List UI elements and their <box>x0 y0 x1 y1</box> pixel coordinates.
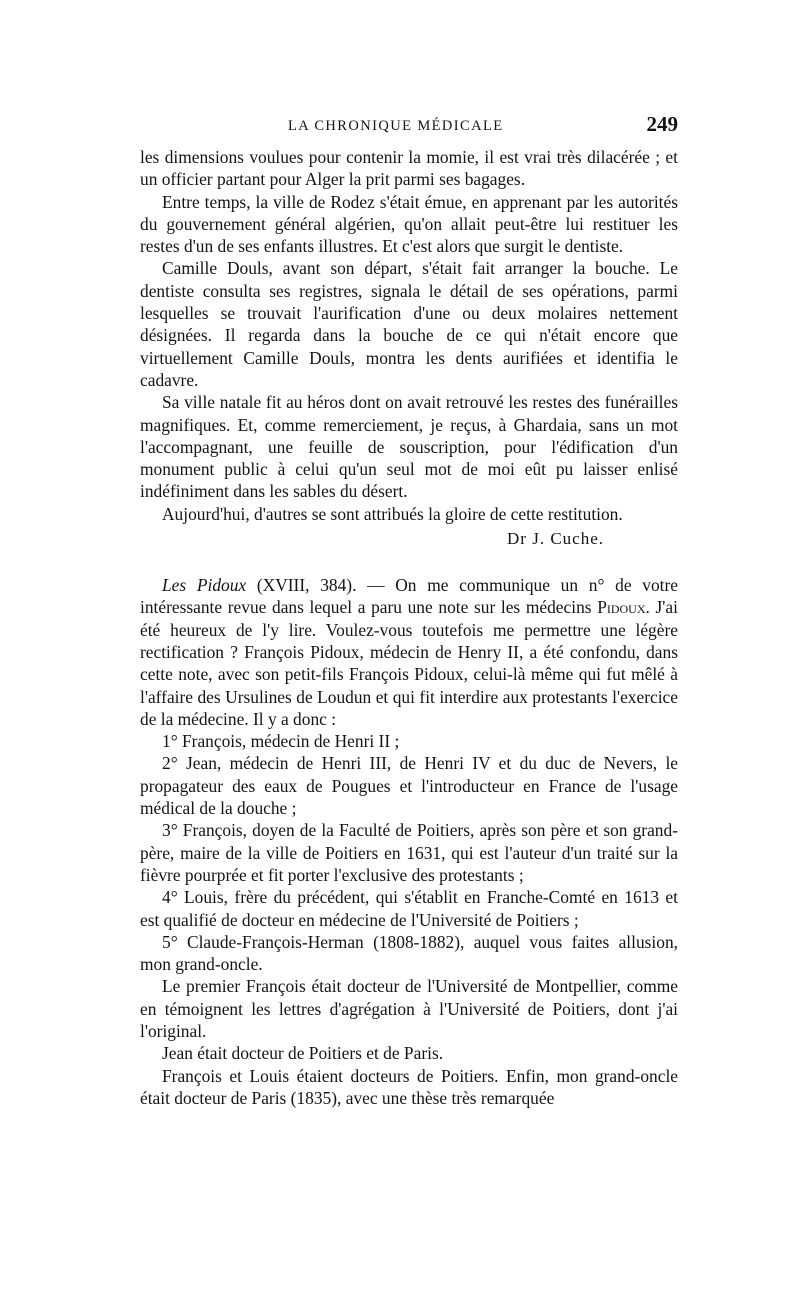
running-title: LA CHRONIQUE MÉDICALE <box>288 118 504 134</box>
paragraph-pidoux-intro <box>140 574 678 730</box>
page <box>140 112 678 1109</box>
paragraph-dentist: Camille Douls, avant son départ, s'était fait arranger la bouche. Le dentiste consulta ses registres, signala le détail de ses opérations, parmi lesquelles se trouvait l'aurification d'une ou deux molaires nettement désignées. Il regarda dans la bouche de ce qui n'était encore que virtuellement Camille Douls, montra les dents aurifiées et identifia le cadavre. <box>140 258 678 390</box>
article-douls <box>140 146 678 550</box>
paragraph-rodez: Entre temps, la ville de Rodez s'était émue, en apprenant par les autorités du gouvernement général algérien, qu'on allait peut-être lui restituer les restes d'un de ses enfants illustres. Et c'est alors que surgit le dentiste. <box>140 191 678 257</box>
running-header <box>140 112 678 146</box>
section-gap <box>140 550 678 574</box>
list-item: 2° Jean, médecin de Henri III, de Henri IV et du duc de Nevers, le propagateur des eaux de Pougues et l'introducteur en France de l'usage médical de la douche ; <box>140 753 678 819</box>
name-small-caps: Pidoux <box>597 597 646 618</box>
list-item: 3° François, doyen de la Faculté de Poitiers, après son père et son grand-père, maire de la ville de Poitiers en 1631, qui est l'auteur d'un traité sur la fièvre pourprée et fit porter l'exclusive des protestants ; <box>140 820 678 885</box>
paragraph-montpellier: Le premier François était docteur de l'Université de Montpellier, comme en témoignent les lettres d'agrégation à l'Université de Poitiers, dont j'ai l'original. <box>140 976 678 1041</box>
list-item: 5° Claude-François-Herman (1808-1882), auquel vous faites allusion, mon grand-oncle. <box>140 931 678 975</box>
list-item: 4° Louis, frère du précédent, qui s'établit en Franche-Comté en 1613 et est qualifié de docteur en médecine de l'Université de Poitiers ; <box>140 887 678 930</box>
paragraph-jean: Jean était docteur de Poitiers et de Paris. <box>162 1043 444 1064</box>
signature: Dr J. Cuche. <box>507 529 604 549</box>
paragraph-glory: Aujourd'hui, d'autres se sont attribués la gloire de cette restitution. <box>162 503 623 524</box>
article-pidoux <box>140 574 678 1109</box>
article-title: Les Pidoux <box>162 575 247 596</box>
article-reference: (XVIII, 384). <box>256 575 357 596</box>
list-item: 1° François, médecin de Henri II ; <box>162 731 400 752</box>
paragraph-funeral: Sa ville natale fit au héros dont on avait retrouvé les restes des funérailles magnifiques. Et, comme remerciement, je reçus, à Ghardaia, sans un mot l'accompagnant, une feuille de souscription, pour l'édification d'un monument public à celui qu'un seul mot de moi eût pu laisser enlisé indéfiniment dans les sables du désert. <box>140 392 678 502</box>
intro-text-end: . J'ai été heureux de l'y lire. Voulez-vous toutefois me permettre une légère rectification ? François Pidoux, médecin de Henry II, a été confondu, dans cette note, avec son petit-fils François Pidoux, celui-là même qui fut mêlé à l'affaire des Ursulines de Loudun et qui fit interdire aux protestants l'exercice de la médecine. Il y a donc : <box>140 597 678 729</box>
intro-text: — On me communique un n° de votre intéressante revue dans lequel a paru une note sur les médecins <box>140 575 679 618</box>
paragraph-francois-louis: François et Louis étaient docteurs de Poitiers. Enfin, mon grand-oncle était docteur de Paris (1835), avec une thèse très remarquée <box>140 1065 678 1108</box>
page-number: 249 <box>646 112 678 136</box>
paragraph-continued: les dimensions voulues pour contenir la momie, il est vrai très dilacérée ; et un officier partant pour Alger la prit parmi ses bagages. <box>140 147 678 190</box>
